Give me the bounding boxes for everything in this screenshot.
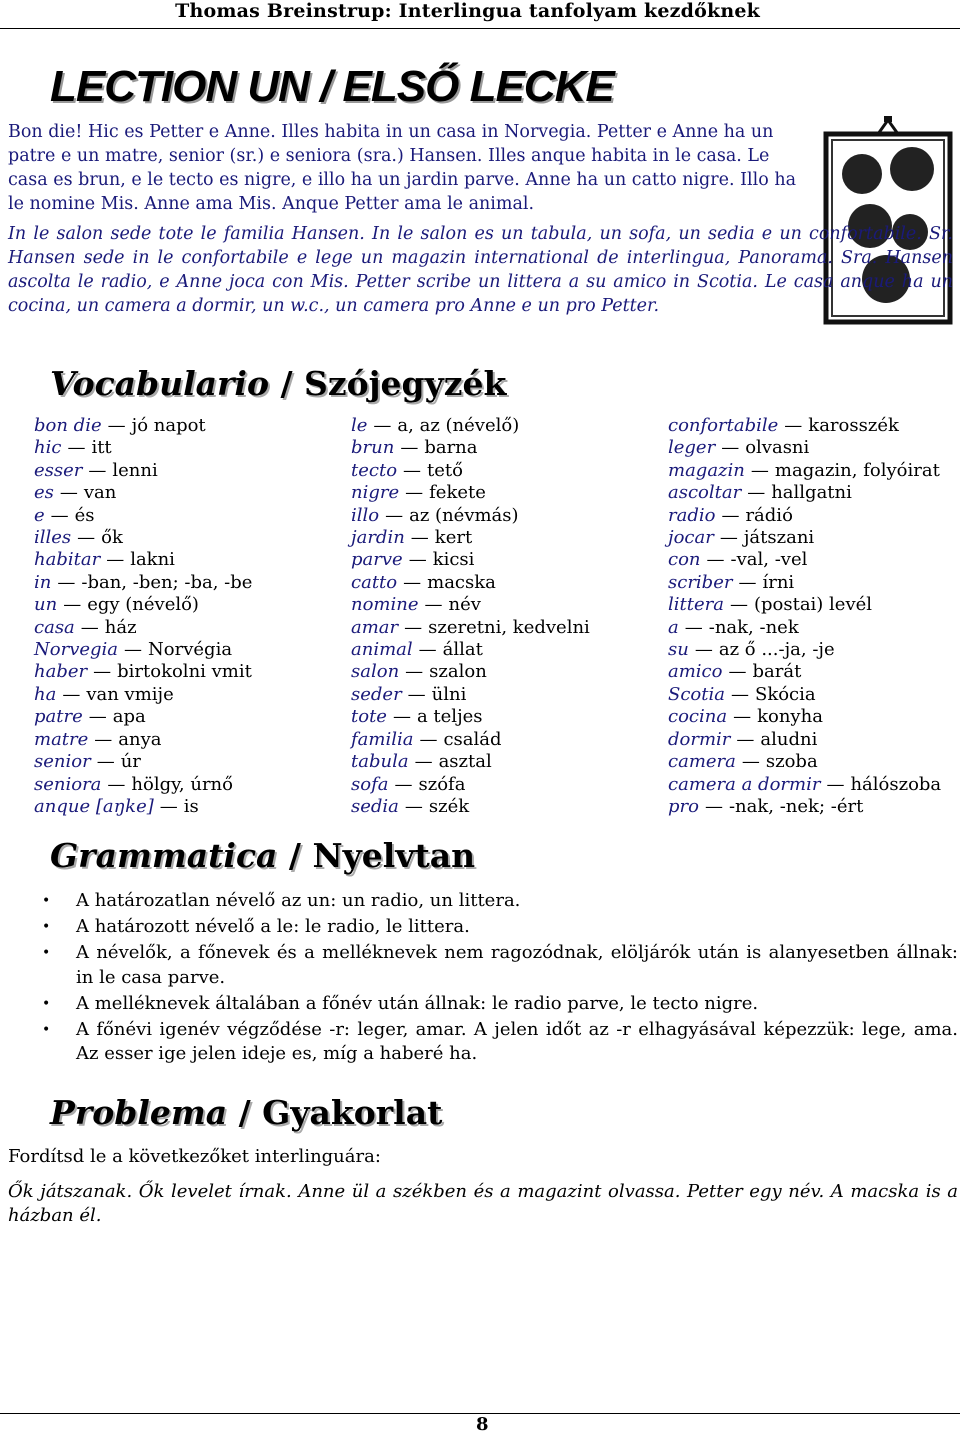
vocab-meaning: egy (névelő) [87, 594, 199, 616]
vocab-dash: — [400, 437, 419, 459]
vocab-entry [351, 617, 590, 639]
grammar-item: • A határozatlan névelő az un: un radio, un littera. [32, 889, 958, 914]
vocab-dash: — [107, 773, 126, 795]
vocab-word: matre [34, 728, 89, 750]
vocab-meaning: hallgatni [771, 482, 852, 504]
vocab-dash: — [408, 549, 427, 571]
vocab-entry [668, 639, 941, 661]
vocab-dash: — [77, 527, 96, 549]
vocab-entry [34, 594, 252, 616]
vocab-dash: — [418, 639, 437, 661]
vocab-meaning: apa [112, 706, 146, 728]
problem-heading-ia: Problema [50, 1093, 228, 1132]
vocab-entry [351, 572, 590, 594]
vocab-dash: — [57, 571, 76, 593]
vocab-dash: — [159, 795, 178, 817]
vocab-meaning: aludni [760, 728, 818, 750]
vocab-word: jocar [668, 527, 714, 549]
vocab-meaning: -val, -vel [730, 549, 808, 571]
vocab-word: casa [34, 616, 75, 638]
vocab-word: camera a dormir [668, 773, 821, 795]
vocab-word: seniora [34, 773, 102, 795]
vocab-entry [34, 415, 252, 437]
vocab-meaning: az (névmás) [409, 504, 519, 526]
vocab-entry [34, 751, 252, 773]
vocab-entry [351, 661, 590, 683]
vocab-meaning: kert [434, 527, 473, 549]
vocab-entry [34, 572, 252, 594]
vocab-dash: — [404, 616, 423, 638]
vocab-meaning: (postai) levél [753, 594, 873, 616]
vocab-meaning: macska [427, 571, 496, 593]
vocab-entry [668, 684, 941, 706]
vocab-dash: — [721, 504, 740, 526]
vocab-dash: — [407, 683, 426, 705]
vocab-word: nigre [351, 482, 400, 504]
header-title: Thomas Breinstrup: Interlingua tanfolyam kezdőknek [175, 0, 760, 22]
vocab-entry [668, 482, 941, 504]
vocab-meaning: Skócia [754, 683, 816, 705]
vocab-entry [34, 639, 252, 661]
vocab-meaning: itt [91, 437, 112, 459]
vocab-word: Scotia [668, 683, 725, 705]
vocab-column-2 [351, 415, 590, 818]
vocab-meaning: szófa [418, 773, 466, 795]
vocab-meaning: szalon [429, 661, 487, 683]
vocab-entry [668, 572, 941, 594]
vocab-meaning: kicsi [432, 549, 475, 571]
vocab-entry [34, 684, 252, 706]
intro-paragraph-1: Bon die! Hic es Petter e Anne. Illes habita in un casa in Norvegia. Petter e Anne ha un patre e un matre, senior (sr.) e seniora (sra.) Hansen. Illes anque habita in le casa. Le casa es brun, e le tecto es nigre, e illo ha un jardin parve. Anne ha un catto nigre. Illo ha le nomine Mis. Anne ama Mis. Anque Petter ama le animal. [8, 122, 797, 214]
vocab-word: ascoltar [668, 482, 742, 504]
vocab-meaning: szeretni, kedvelni [428, 616, 590, 638]
vocab-meaning: szoba [765, 751, 818, 773]
vocab-entry [34, 437, 252, 459]
vocab-entry [34, 796, 252, 818]
vocab-entry [351, 594, 590, 616]
vocab-entry [34, 706, 252, 728]
vocab-meaning: birtokolni vmit [117, 661, 252, 683]
vocab-meaning: barna [424, 437, 478, 459]
vocab-entry [351, 774, 590, 796]
vocab-entry [351, 706, 590, 728]
vocab-word: ha [34, 683, 57, 705]
vocab-meaning: hölgy, úrnő [131, 773, 233, 795]
intro-paragraph-2: In le salon sede tote le familia Hansen. In le salon es un tabula, un sofa, un sedia e un confortabile. Sr. Hansen sede in le confortabile e lege un magazin international de interlingua, Panorama. Sra. Hansen ascolta le radio, e Anne joca con Mis. Petter scribe un littera a su amico in Scotia. Le casa anque ha un cocina, un camera a dormir, un w.c., un camera pro Anne e un pro Petter. [8, 224, 953, 316]
vocab-column-1 [34, 415, 252, 818]
vocab-entry [351, 549, 590, 571]
vocab-word: tote [351, 706, 387, 728]
grammar-list [32, 889, 958, 1068]
vocab-dash: — [730, 683, 749, 705]
vocab-dash: — [107, 415, 126, 436]
vocab-meaning: anya [118, 728, 162, 750]
vocab-meaning: ülni [431, 683, 467, 705]
vocab-meaning: van vmije [86, 683, 174, 705]
vocab-word: hic [34, 437, 62, 459]
vocab-word: senior [34, 751, 91, 773]
vocab-dash: — [392, 706, 411, 728]
vocab-dash: — [50, 504, 69, 526]
vocab-word: brun [351, 437, 395, 459]
vocab-dash: — [106, 549, 125, 571]
vocab-entry [34, 460, 252, 482]
vocab-entry [668, 617, 941, 639]
vocab-meaning: tető [427, 459, 464, 481]
vocab-dash: — [736, 728, 755, 750]
vocab-dash: — [62, 683, 81, 705]
vocab-dash: — [373, 415, 392, 436]
vocabulary-heading-hu: / Szójegyzék [268, 364, 507, 403]
vocab-meaning: barát [752, 661, 802, 683]
vocab-meaning: játszani [743, 527, 815, 549]
vocab-word: sedia [351, 795, 399, 817]
page-header [0, 0, 960, 29]
vocab-dash: — [719, 527, 738, 549]
vocab-meaning: magazin, folyóirat [774, 459, 940, 481]
vocab-word: amico [668, 661, 723, 683]
problem-heading-hu: / Gyakorlat [227, 1093, 443, 1132]
vocab-word: camera [668, 751, 736, 773]
vocab-word: scriber [668, 571, 733, 593]
grammar-item: • A névelők, a főnevek és a melléknevek nem ragozódnak, elöljárók után is alanyesetben állnak: in le casa parve. [32, 941, 958, 990]
vocab-word: illo [351, 504, 380, 526]
vocab-meaning: név [448, 594, 481, 616]
vocab-word: un [34, 594, 58, 616]
vocab-dash: — [419, 728, 438, 750]
vocab-word: a [668, 616, 679, 638]
vocab-meaning: rádió [745, 504, 793, 526]
vocab-word: leger [668, 437, 716, 459]
vocab-meaning: úr [120, 751, 141, 773]
vocab-dash: — [88, 706, 107, 728]
vocab-meaning: és [74, 504, 95, 526]
vocab-dash: — [750, 459, 769, 481]
vocab-word: bon die [34, 415, 102, 436]
vocab-entry [351, 415, 590, 437]
vocab-meaning: fekete [429, 482, 486, 504]
vocab-dash: — [684, 616, 703, 638]
vocab-dash: — [729, 594, 748, 616]
vocab-word: illes [34, 527, 72, 549]
vocab-entry [351, 796, 590, 818]
vocab-entry [351, 505, 590, 527]
vocab-entry [668, 751, 941, 773]
vocab-entry [34, 505, 252, 527]
vocab-meaning: asztal [438, 751, 492, 773]
vocab-word: esser [34, 459, 83, 481]
vocab-meaning: család [443, 728, 502, 750]
vocab-dash: — [721, 437, 740, 459]
grammar-item: • A határozott névelő a le: le radio, le littera. [32, 915, 958, 940]
vocab-dash: — [733, 706, 752, 728]
vocab-meaning: a, az (névelő) [397, 415, 520, 436]
vocab-dash: — [67, 437, 86, 459]
vocab-meaning: ház [104, 616, 137, 638]
vocab-dash: — [124, 639, 143, 661]
vocab-meaning: konyha [757, 706, 823, 728]
vocab-word: salon [351, 661, 400, 683]
vocab-word: anque [aŋke] [34, 795, 154, 817]
vocab-entry [668, 527, 941, 549]
vocab-entry [668, 549, 941, 571]
vocab-entry [34, 549, 252, 571]
vocab-dash: — [403, 459, 422, 481]
vocab-column-3 [668, 415, 941, 818]
grammar-item: • A főnévi igenév végződése -r: leger, amar. A jelen időt az -r elhagyásával képezzük: lege, ama. Az esser ige jelen ideje es, míg a haberé ha. [32, 1018, 958, 1067]
vocab-word: su [668, 639, 689, 661]
vocab-meaning: is [183, 795, 199, 817]
vocab-entry [668, 729, 941, 751]
vocab-word: nomine [351, 594, 419, 616]
vocab-entry [351, 437, 590, 459]
vocab-meaning: -nak, -nek; -ért [728, 795, 864, 817]
vocab-entry [34, 617, 252, 639]
vocab-word: cocina [668, 706, 728, 728]
problem-heading [50, 1093, 442, 1132]
vocab-dash: — [403, 571, 422, 593]
vocab-dash: — [706, 549, 725, 571]
vocab-meaning: van [83, 482, 117, 504]
vocab-meaning: állat [442, 639, 483, 661]
vocab-word: pro [668, 795, 699, 817]
grammar-heading-ia: Grammatica [50, 836, 278, 875]
vocabulary-heading [50, 364, 506, 403]
vocab-meaning: karosszék [808, 415, 899, 436]
vocab-dash: — [63, 594, 82, 616]
vocab-word: catto [351, 571, 398, 593]
vocab-entry [351, 729, 590, 751]
lesson-title: LECTION UN / ELSŐ LECKE [50, 62, 614, 111]
vocab-meaning: jó napot [131, 415, 206, 436]
vocab-entry [34, 774, 252, 796]
vocab-meaning: a teljes [416, 706, 483, 728]
vocab-entry [34, 527, 252, 549]
vocab-word: familia [351, 728, 414, 750]
vocab-dash: — [741, 751, 760, 773]
vocab-entry [668, 594, 941, 616]
vocab-word: dormir [668, 728, 731, 750]
vocab-word: haber [34, 661, 88, 683]
vocab-entry [351, 460, 590, 482]
vocab-dash: — [59, 482, 78, 504]
vocab-entry [351, 639, 590, 661]
vocab-dash: — [826, 773, 845, 795]
vocab-meaning: az ő ...-ja, -je [718, 639, 835, 661]
vocab-word: jardin [351, 527, 405, 549]
vocab-word: Norvegia [34, 639, 119, 661]
vocab-dash: — [728, 661, 747, 683]
vocab-dash: — [405, 661, 424, 683]
vocab-meaning: olvasni [745, 437, 810, 459]
vocab-meaning: írni [762, 571, 795, 593]
vocab-dash: — [404, 795, 423, 817]
vocab-word: patre [34, 706, 83, 728]
page-number: 8 [476, 1414, 489, 1435]
vocab-entry [351, 751, 590, 773]
vocab-entry [351, 527, 590, 549]
vocab-meaning: lakni [130, 549, 175, 571]
vocab-entry [668, 774, 941, 796]
vocab-word: in [34, 571, 52, 593]
vocab-dash: — [784, 415, 803, 436]
vocab-word: confortabile [668, 415, 779, 436]
vocab-dash: — [93, 661, 112, 683]
vocab-dash: — [747, 482, 766, 504]
vocab-entry [668, 460, 941, 482]
vocabulary-heading-ia: Vocabulario [50, 364, 269, 403]
vocab-entry [668, 415, 941, 437]
grammar-heading-hu: / Nyelvtan [277, 836, 476, 875]
vocab-word: con [668, 549, 701, 571]
vocab-entry [668, 706, 941, 728]
vocab-dash: — [394, 773, 413, 795]
vocab-meaning: lenni [112, 459, 158, 481]
vocab-word: habitar [34, 549, 101, 571]
vocab-entry [34, 661, 252, 683]
vocab-entry [34, 482, 252, 504]
vocab-meaning: -ban, -ben; -ba, -be [81, 571, 253, 593]
vocab-dash: — [96, 751, 115, 773]
vocab-entry [668, 505, 941, 527]
vocab-word: radio [668, 504, 716, 526]
vocab-meaning: ők [101, 527, 123, 549]
vocab-dash: — [405, 482, 424, 504]
vocab-entry [668, 437, 941, 459]
problem-instruction: Fordítsd le a következőket interlinguára: [8, 1146, 381, 1167]
vocab-entry [351, 684, 590, 706]
vocab-entry [34, 729, 252, 751]
vocab-meaning: szék [428, 795, 470, 817]
problem-exercise: Ők játszanak. Ők levelet írnak. Anne ül a székben és a magazint olvassa. Petter egy név. A macska is a házban él. [8, 1181, 958, 1226]
vocab-word: amar [351, 616, 399, 638]
vocab-dash: — [385, 504, 404, 526]
vocab-word: tabula [351, 751, 409, 773]
vocab-word: animal [351, 639, 413, 661]
vocab-word: magazin [668, 459, 745, 481]
vocab-dash: — [94, 728, 113, 750]
vocab-meaning: hálószoba [850, 773, 942, 795]
vocab-word: seder [351, 683, 402, 705]
grammar-heading [50, 836, 475, 875]
vocab-dash: — [704, 795, 723, 817]
vocab-entry [668, 796, 941, 818]
vocab-meaning: -nak, -nek [708, 616, 799, 638]
vocab-dash: — [738, 571, 757, 593]
vocab-dash: — [80, 616, 99, 638]
vocab-dash: — [694, 639, 713, 661]
grammar-item: • A melléknevek általában a főnév után állnak: le radio parve, le tecto nigre. [32, 992, 958, 1017]
vocab-dash: — [414, 751, 433, 773]
vocab-dash: — [424, 594, 443, 616]
vocab-word: littera [668, 594, 724, 616]
vocab-meaning: Norvégia [148, 639, 233, 661]
vocab-word: es [34, 482, 54, 504]
vocab-word: parve [351, 549, 403, 571]
vocab-word: le [351, 415, 368, 436]
vocab-entry [351, 482, 590, 504]
vocab-entry [668, 661, 941, 683]
vocab-word: tecto [351, 459, 398, 481]
vocab-word: e [34, 504, 45, 526]
vocab-dash: — [410, 527, 429, 549]
vocab-dash: — [88, 459, 107, 481]
vocab-word: sofa [351, 773, 389, 795]
